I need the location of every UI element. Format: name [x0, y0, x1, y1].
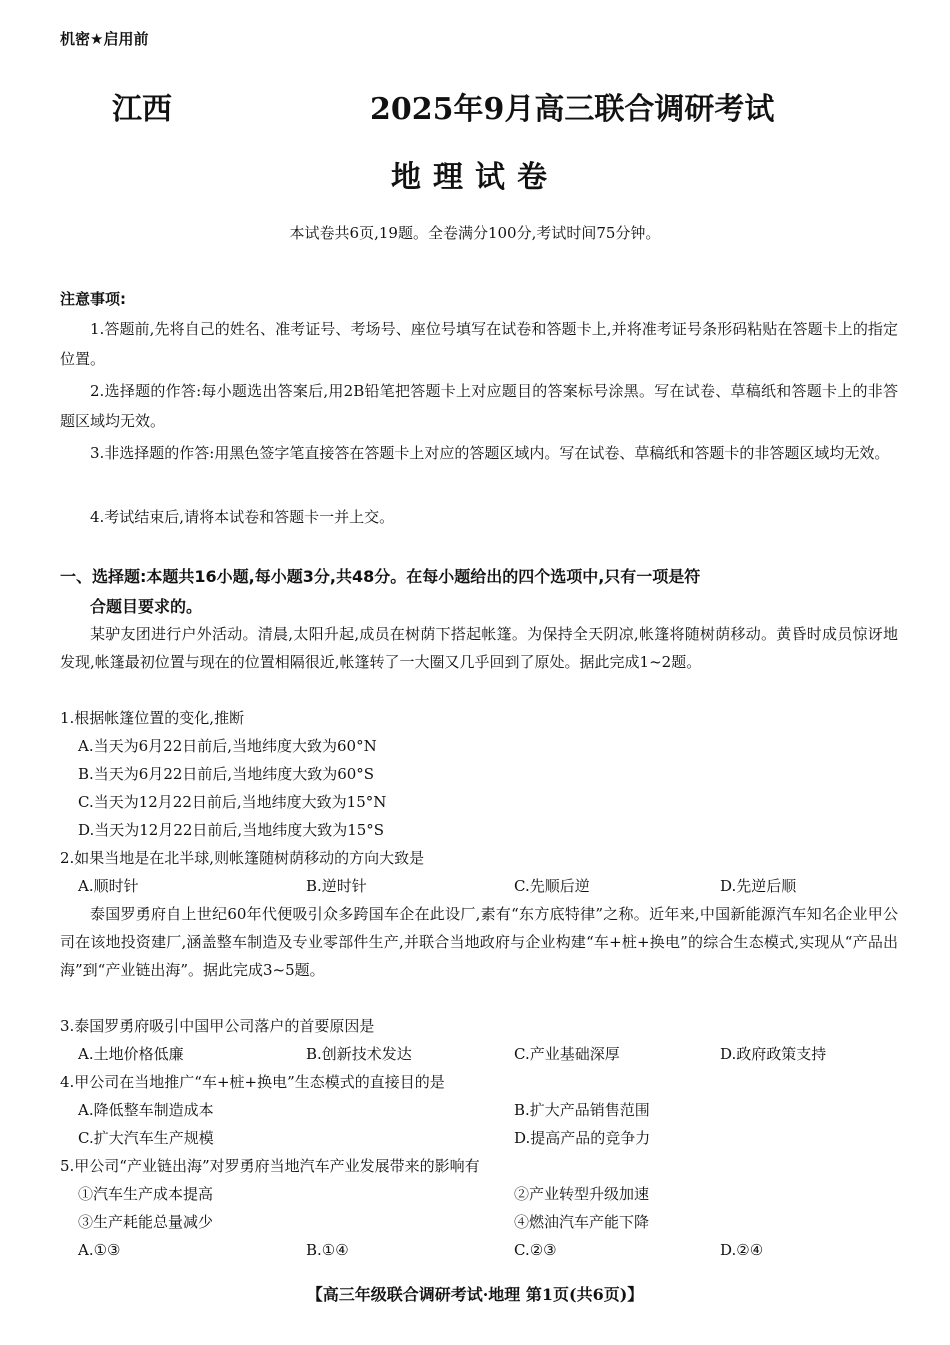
q5-option-d: D.②④: [720, 1241, 764, 1259]
q5-statements-row2: [78, 1208, 908, 1236]
q2-option-d: D.先逆后顺: [720, 877, 797, 895]
q2-option-a: A.顺时针: [78, 877, 139, 895]
q5-option-b: B.①④: [306, 1241, 349, 1259]
exam-info: 本试卷共6页,19题。全卷满分100分,考试时间75分钟。: [289, 224, 661, 242]
q2-options: [78, 872, 908, 900]
q1-option-b: B.当天为6月22日前后,当地纬度大致为60°S: [78, 765, 375, 783]
question-2-stem: 2.如果当地是在北半球,则帐篷随树荫移动的方向大致是: [60, 849, 425, 867]
q5-option-a: A.①③: [78, 1241, 121, 1259]
q3-option-a: A.土地价格低廉: [78, 1045, 184, 1063]
question-5-stem: 5.甲公司“产业链出海”对罗勇府当地汽车产业发展带来的影响有: [60, 1157, 480, 1175]
exam-title: 2025年9月高三联合调研考试: [370, 92, 775, 127]
notice-item: 1.答题前,先将自己的姓名、准考证号、考场号、座位号填写在试卷和答题卡上,并将准考证号条形码粘贴在答题卡上的指定位置。: [60, 320, 898, 368]
question-4-stem: 4.甲公司在当地推广“车+桩+换电”生态模式的直接目的是: [60, 1073, 445, 1091]
q4-option-c: C.扩大汽车生产规模: [78, 1129, 214, 1147]
q5-statement-3: ③生产耗能总量减少: [78, 1213, 214, 1231]
page-footer: 【高三年级联合调研考试·地理 第1页(共6页)】: [306, 1285, 644, 1304]
subject-title: 地理试卷: [391, 160, 559, 195]
notice-item: 2.选择题的作答:每小题选出答案后,用2B铅笔把答题卡上对应题目的答案标号涂黑。写在试卷、草稿纸和答题卡上的非答题区域均无效。: [60, 382, 898, 430]
q4-options-row2: [78, 1124, 908, 1152]
question-1-stem: 1.根据帐篷位置的变化,推断: [60, 709, 245, 727]
region-label: 江西: [112, 92, 172, 127]
q5-statement-1: ①汽车生产成本提高: [78, 1185, 214, 1203]
confidential-mark: 机密★启用前: [60, 30, 149, 48]
section-heading-line1: 一、选择题:本题共16小题,每小题3分,共48分。在每小题给出的四个选项中,只有一项是符: [60, 567, 701, 586]
q5-statement-4: ④燃油汽车产能下降: [514, 1213, 650, 1231]
q4-option-d: D.提高产品的竞争力: [514, 1129, 651, 1147]
q5-option-c: C.②③: [514, 1241, 557, 1259]
q1-option-a: A.当天为6月22日前后,当地纬度大致为60°N: [78, 737, 377, 755]
q3-option-d: D.政府政策支持: [720, 1045, 827, 1063]
q3-options: [78, 1040, 908, 1068]
section-heading-line2: 合题目要求的。: [90, 597, 203, 616]
q2-option-b: B.逆时针: [306, 877, 367, 895]
notice-item: 3.非选择题的作答:用黑色签字笔直接答在答题卡上对应的答题区域内。写在试卷、草稿纸和答题卡的非答题区域均无效。: [90, 444, 890, 462]
q1-option-d: D.当天为12月22日前后,当地纬度大致为15°S: [78, 821, 385, 839]
section-heading: [60, 562, 900, 622]
q2-option-c: C.先顺后逆: [514, 877, 590, 895]
q5-statement-2: ②产业转型升级加速: [514, 1185, 650, 1203]
q4-option-a: A.降低整车制造成本: [78, 1101, 214, 1119]
q3-option-b: B.创新技术发达: [306, 1045, 412, 1063]
passage-1: 某驴友团进行户外活动。清晨,太阳升起,成员在树荫下搭起帐篷。为保持全天阴凉,帐篷将随树荫移动。黄昏时成员惊讶地发现,帐篷最初位置与现在的位置相隔很近,帐篷转了一大圈又几乎回到了原处。据此完成1~2题。: [60, 625, 898, 671]
q4-option-b: B.扩大产品销售范围: [514, 1101, 650, 1119]
notice-item: 4.考试结束后,请将本试卷和答题卡一并上交。: [90, 508, 395, 526]
question-3-stem: 3.泰国罗勇府吸引中国甲公司落户的首要原因是: [60, 1017, 375, 1035]
q1-option-c: C.当天为12月22日前后,当地纬度大致为15°N: [78, 793, 387, 811]
q3-option-c: C.产业基础深厚: [514, 1045, 620, 1063]
notice-heading: 注意事项:: [60, 290, 126, 308]
q5-options: [78, 1236, 908, 1264]
q5-statements-row1: [78, 1180, 908, 1208]
q4-options-row1: [78, 1096, 908, 1124]
passage-2: 泰国罗勇府自上世纪60年代便吸引众多跨国车企在此设厂,素有“东方底特律”之称。近年来,中国新能源汽车知名企业甲公司在该地投资建厂,涵盖整车制造及专业零部件生产,并联合当地政府与企业构建“车+桩+换电”的综合生态模式,实现从“产品出海”到“产业链出海”。据此完成3~5题。: [60, 905, 898, 979]
